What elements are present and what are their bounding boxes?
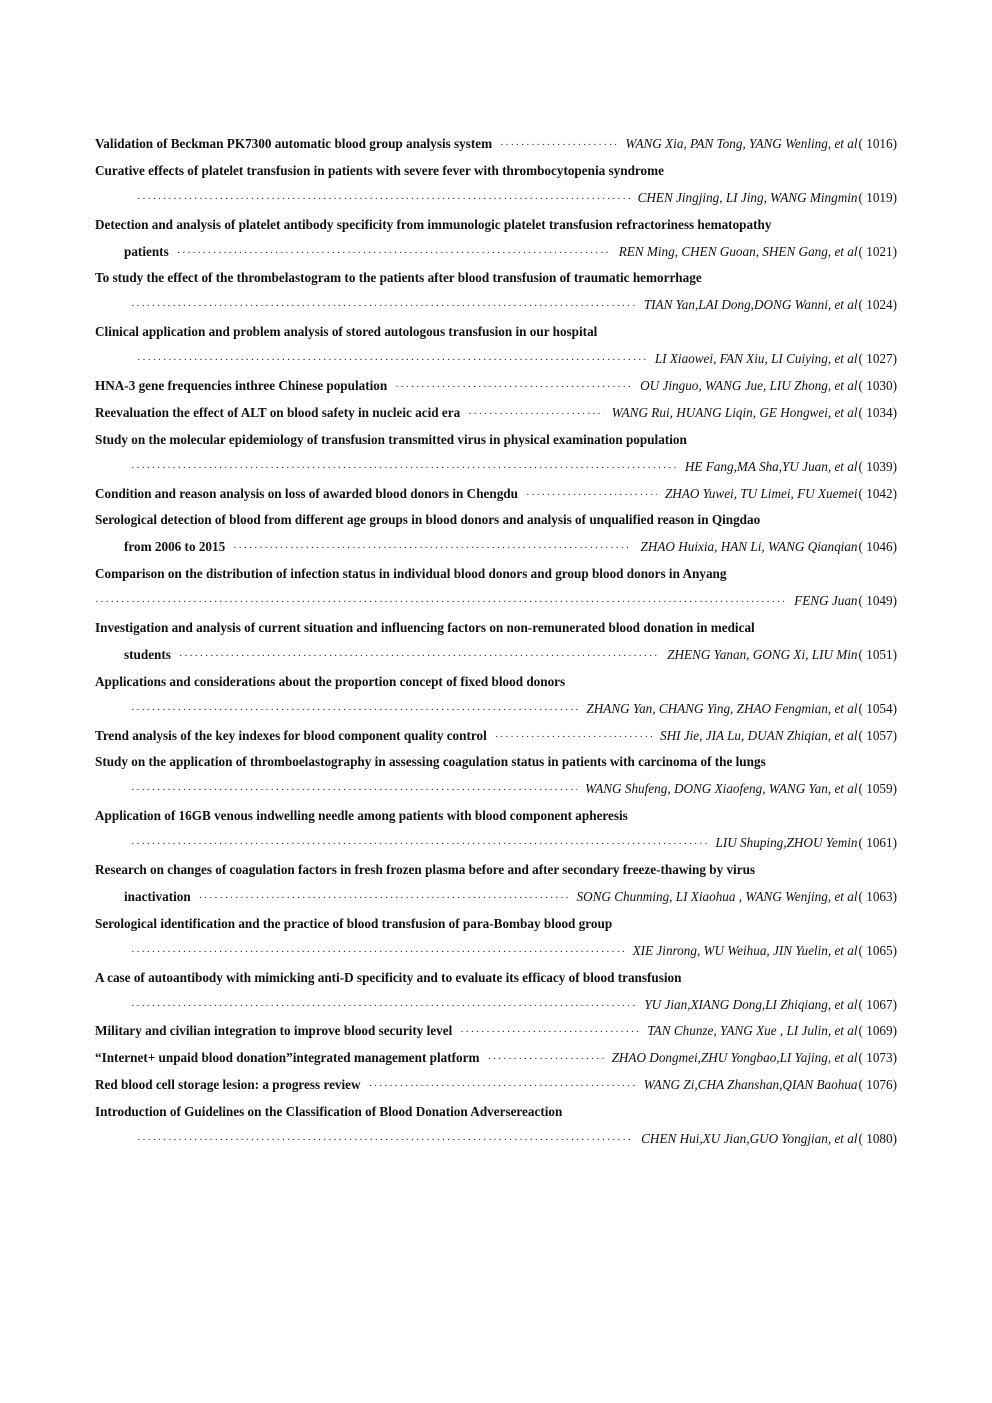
entry-page: ( 1042) — [858, 485, 897, 501]
entry-authors: ZHENG Yanan, GONG Xi, LIU Min — [667, 646, 858, 662]
entry-authors: HE Fang,MA Sha,YU Juan, et al — [684, 458, 858, 474]
toc-entry — [95, 1018, 897, 1045]
entry-title: “Internet+ unpaid blood donation”integrated management platform — [95, 1050, 480, 1066]
leader-dots — [177, 240, 611, 267]
leader-dots — [131, 697, 578, 724]
entry-title: Research on changes of coagulation factors in fresh frozen plasma before and after secondary freeze-thawing by virus — [95, 862, 756, 878]
toc-entry — [95, 131, 897, 158]
entry-page: ( 1039) — [858, 458, 897, 474]
entry-title: To study the effect of the thrombelastogram to the patients after blood transfusion of traumatic hemorrhage — [95, 270, 702, 286]
leader-dots — [526, 482, 657, 509]
entry-title: Serological identification and the practice of blood transfusion of para-Bombay blood group — [95, 915, 613, 931]
entry-title: Application of 16GB venous indwelling needle among patients with blood component apheresis — [95, 808, 628, 824]
toc-entry — [95, 857, 897, 911]
entry-title: Clinical application and problem analysis of stored autologous transfusion in our hospital — [95, 324, 598, 340]
toc-entry — [95, 1045, 897, 1072]
entry-title: Trend analysis of the key indexes for blood component quality control — [95, 727, 487, 743]
entry-title-continued: patients — [124, 243, 169, 259]
entry-page: ( 1061) — [858, 835, 897, 851]
entry-page: ( 1016) — [858, 136, 897, 151]
toc-entry — [95, 803, 897, 857]
entry-authors: TIAN Yan,LAI Dong,DONG Wanni, et al — [643, 297, 858, 313]
toc-entry — [95, 507, 897, 561]
entry-page: ( 1076) — [858, 1077, 897, 1093]
entry-page: ( 1069) — [858, 1023, 897, 1039]
entry-title-continued: students — [124, 646, 171, 662]
entry-authors: REN Ming, CHEN Guoan, SHEN Gang, et al — [618, 243, 858, 259]
leader-dots — [369, 1073, 636, 1100]
entry-authors: WANG Xia, PAN Tong, YANG Wenling, et al — [625, 136, 858, 151]
entry-title: Investigation and analysis of current situation and influencing factors on non-remunerated blood donation in medical — [95, 620, 755, 636]
entry-title: Study on the application of thromboelastography in assessing coagulation status in patients with carcinoma of the lungs — [95, 754, 766, 770]
leader-dots — [199, 885, 569, 912]
entry-page: ( 1059) — [858, 781, 897, 797]
entry-page: ( 1034) — [858, 404, 897, 420]
entry-page: ( 1073) — [858, 1050, 897, 1066]
entry-title: Red blood cell storage lesion: a progress review — [95, 1077, 361, 1093]
entry-authors: XIE Jinrong, WU Weihua, JIN Yuelin, et al — [632, 942, 858, 958]
entry-title: Curative effects of platelet transfusion in patients with severe fever with thrombocytopenia syndrome — [95, 162, 664, 178]
toc-entry — [95, 265, 897, 319]
entry-authors: SHI Jie, JIA Lu, DUAN Zhiqian, et al — [659, 727, 858, 743]
entry-title: Detection and analysis of platelet antibody specificity from immunologic platelet transfusion refractoriness hematopathy — [95, 216, 772, 232]
entry-authors: WANG Rui, HUANG Liqin, GE Hongwei, et al — [611, 404, 858, 420]
entry-title: HNA-3 gene frequencies inthree Chinese population — [95, 378, 388, 394]
entry-title-continued: inactivation — [124, 888, 191, 904]
entry-title: Reevaluation the effect of ALT on blood safety in nucleic acid era — [95, 404, 461, 420]
leader-dots — [487, 1046, 603, 1073]
entry-authors: YU Jian,XIANG Dong,LI Zhiqiang, et al — [644, 996, 858, 1012]
toc-entry — [95, 400, 897, 427]
entry-authors: OU Jinguo, WANG Jue, LIU Zhong, et al — [640, 378, 858, 394]
entry-title: Comparison on the distribution of infection status in individual blood donors and group blood donors in Anyang — [95, 566, 727, 582]
toc-entry — [95, 212, 897, 266]
entry-authors: ZHAO Huixia, HAN Li, WANG Qianqian — [640, 539, 858, 555]
leader-dots — [395, 374, 632, 401]
entry-authors: ZHAO Yuwei, TU Limei, FU Xuemei — [664, 485, 858, 501]
toc-entry — [95, 158, 897, 212]
toc-entry — [95, 1072, 897, 1099]
entry-title: Applications and considerations about the proportion concept of fixed blood donors — [95, 673, 566, 689]
entry-authors: WANG Shufeng, DONG Xiaofeng, WANG Yan, et al — [585, 781, 858, 797]
entry-authors: LI Xiaowei, FAN Xiu, LI Cuiying, et al — [654, 351, 858, 367]
entry-authors: LIU Shuping,ZHOU Yemin — [715, 835, 858, 851]
entry-page: ( 1027) — [858, 351, 897, 367]
toc-entry — [95, 965, 897, 1019]
entry-authors: ZHANG Yan, CHANG Ying, ZHAO Fengmian, et al — [586, 700, 858, 716]
toc-entry — [95, 1099, 897, 1153]
leader-dots — [137, 347, 647, 374]
entry-page: ( 1065) — [858, 942, 897, 958]
entry-authors: SONG Chunming, LI Xiaohua , WANG Wenjing, et al — [576, 888, 858, 904]
toc-entry — [95, 319, 897, 373]
toc-entry — [95, 749, 897, 803]
entry-page: ( 1080) — [858, 1130, 897, 1146]
leader-dots — [179, 643, 659, 670]
entry-authors: ZHAO Dongmei,ZHU Yongbao,LI Yajing, et al — [611, 1050, 858, 1066]
entry-title: Validation of Beckman PK7300 automatic blood group analysis system — [95, 136, 493, 151]
leader-dots — [495, 724, 652, 751]
toc-entry — [95, 669, 897, 723]
entry-page: ( 1057) — [858, 727, 897, 743]
toc-entry — [95, 561, 897, 615]
leader-dots — [468, 401, 603, 428]
leader-dots — [460, 1019, 639, 1046]
entry-page: ( 1019) — [858, 189, 897, 205]
entry-page: ( 1049) — [858, 593, 897, 609]
toc-entry — [95, 911, 897, 965]
entry-page: ( 1063) — [858, 888, 897, 904]
leader-dots — [131, 455, 677, 482]
entry-page: ( 1046) — [858, 539, 897, 555]
leader-dots — [233, 535, 632, 562]
leader-dots — [137, 186, 630, 213]
toc-entry — [95, 481, 897, 508]
entry-page: ( 1021) — [858, 243, 897, 259]
entry-authors: CHEN Hui,XU Jian,GUO Yongjian, et al — [641, 1130, 858, 1146]
entry-title: Serological detection of blood from different age groups in blood donors and analysis of unqualified reason in Qingdao — [95, 512, 761, 528]
leader-dots — [131, 293, 636, 320]
toc-entry — [95, 427, 897, 481]
leader-dots — [131, 777, 577, 804]
entry-title: Military and civilian integration to improve blood security level — [95, 1023, 453, 1039]
toc-entry — [95, 373, 897, 400]
leader-dots — [131, 993, 636, 1020]
entry-title-continued: from 2006 to 2015 — [124, 539, 226, 555]
toc-entry — [95, 723, 897, 750]
leader-dots — [95, 589, 786, 616]
entry-page: ( 1054) — [858, 700, 897, 716]
entry-title: Study on the molecular epidemiology of transfusion transmitted virus in physical examination population — [95, 431, 687, 447]
entry-authors: TAN Chunze, YANG Xue , LI Julin, et al — [647, 1023, 858, 1039]
entry-page: ( 1067) — [858, 996, 897, 1012]
leader-dots — [131, 831, 708, 858]
entry-title: Introduction of Guidelines on the Classification of Blood Donation Adversereaction — [95, 1104, 563, 1120]
leader-dots — [137, 1127, 633, 1154]
entry-page: ( 1030) — [858, 378, 897, 394]
entry-page: ( 1024) — [858, 297, 897, 313]
entry-title: Condition and reason analysis on loss of awarded blood donors in Chengdu — [95, 485, 518, 501]
entry-page: ( 1051) — [858, 646, 897, 662]
entry-authors: FENG Juan — [794, 593, 858, 609]
entry-authors: CHEN Jingjing, LI Jing, WANG Mingmin — [637, 189, 858, 205]
leader-dots — [500, 132, 617, 159]
toc-entry — [95, 615, 897, 669]
entry-authors: WANG Zi,CHA Zhanshan,QIAN Baohua — [643, 1077, 858, 1093]
table-of-contents — [95, 131, 897, 1153]
leader-dots — [131, 939, 625, 966]
entry-title: A case of autoantibody with mimicking anti-D specificity and to evaluate its efficacy of blood transfusion — [95, 969, 682, 985]
